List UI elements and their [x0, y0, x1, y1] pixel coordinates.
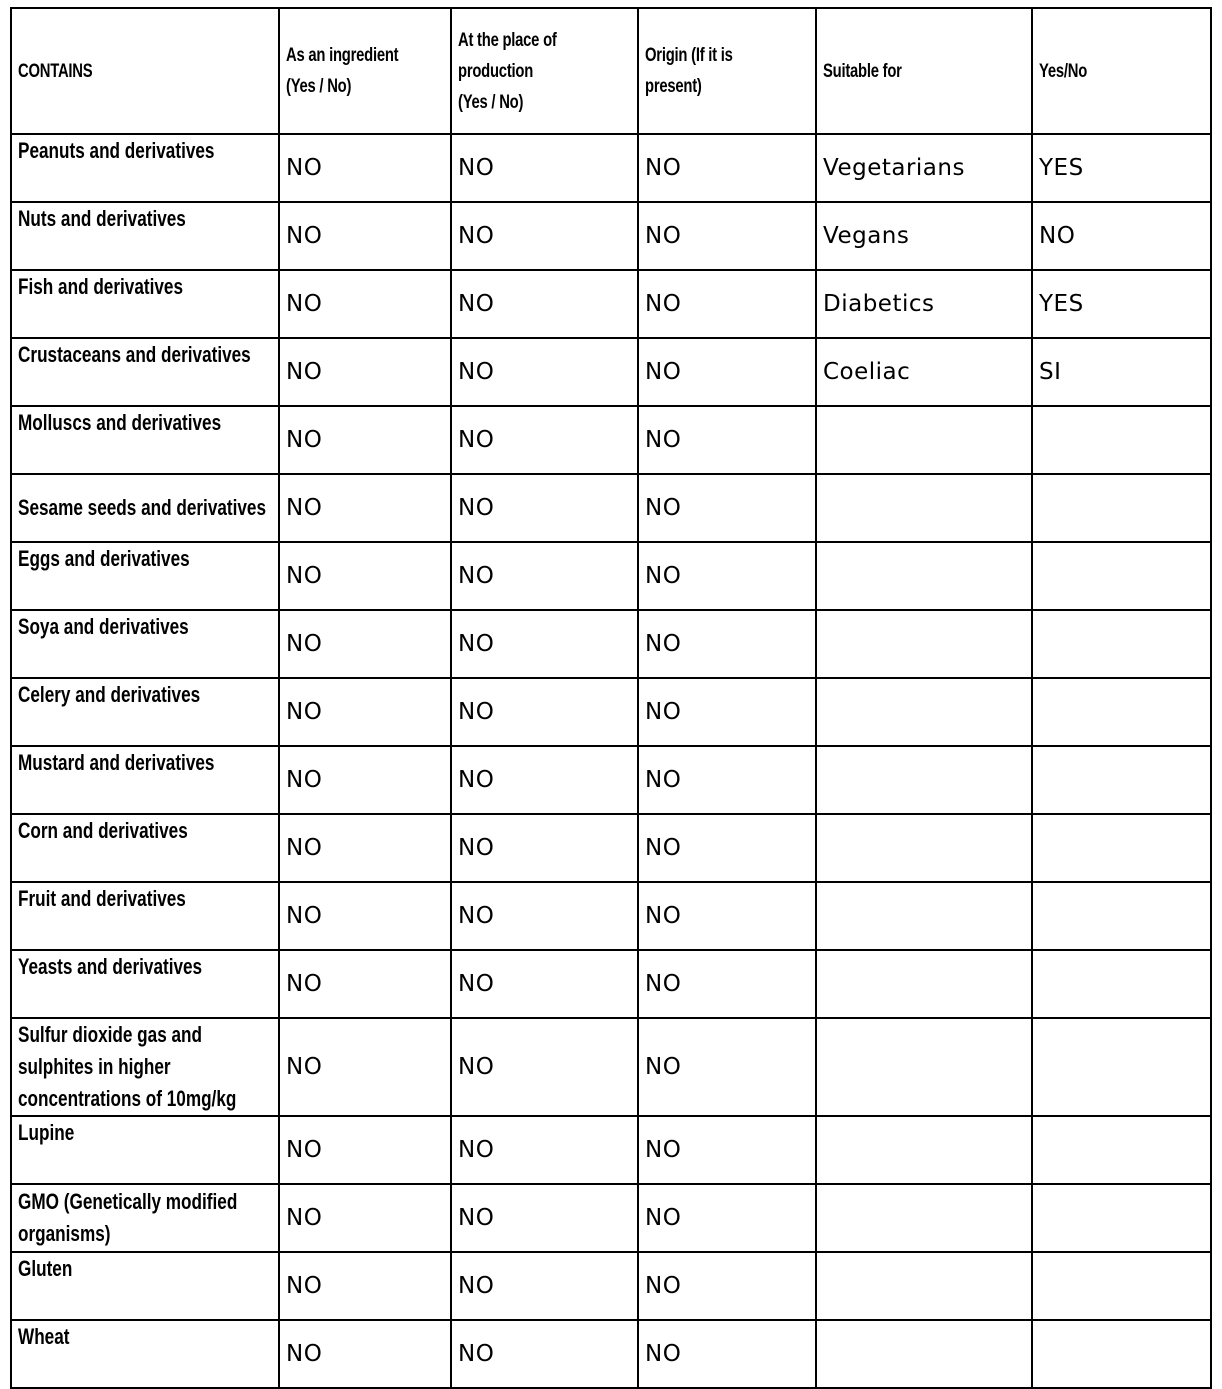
table-row: [11, 202, 1211, 270]
allergen-label: Molluscs and derivatives: [11, 406, 279, 474]
ingredient-value: NO: [279, 134, 451, 202]
table-row: [11, 814, 1211, 882]
suitable-for-value: [816, 678, 1032, 746]
allergen-label: Lupine: [11, 1116, 279, 1184]
suitable-for-value: [816, 474, 1032, 542]
table-row: [11, 1116, 1211, 1184]
table-row: [11, 1320, 1211, 1388]
place-value: NO: [451, 1018, 638, 1116]
place-value: NO: [451, 338, 638, 406]
origin-value: NO: [638, 1184, 816, 1252]
suitable-for-value: [816, 1116, 1032, 1184]
table-row: [11, 1018, 1211, 1116]
table-row: [11, 1252, 1211, 1320]
table-row: [11, 746, 1211, 814]
place-value: NO: [451, 1252, 638, 1320]
origin-value: NO: [638, 1116, 816, 1184]
origin-value: NO: [638, 270, 816, 338]
allergen-label: Eggs and derivatives: [11, 542, 279, 610]
yes-no-value: [1032, 1116, 1211, 1184]
place-value: NO: [451, 406, 638, 474]
place-value: NO: [451, 610, 638, 678]
allergen-label: Crustaceans and derivatives: [11, 338, 279, 406]
yes-no-value: [1032, 678, 1211, 746]
yes-no-value: [1032, 1184, 1211, 1252]
ingredient-value: NO: [279, 1018, 451, 1116]
allergen-table: [10, 7, 1212, 1389]
ingredient-value: NO: [279, 1252, 451, 1320]
header-row: [11, 8, 1211, 134]
ingredient-value: NO: [279, 406, 451, 474]
table-row: [11, 270, 1211, 338]
yes-no-value: [1032, 1018, 1211, 1116]
origin-value: NO: [638, 678, 816, 746]
origin-value: NO: [638, 202, 816, 270]
suitable-for-value: [816, 950, 1032, 1018]
suitable-for-value: [816, 406, 1032, 474]
ingredient-value: NO: [279, 746, 451, 814]
ingredient-value: NO: [279, 678, 451, 746]
allergen-label: Fish and derivatives: [11, 270, 279, 338]
allergen-label: Yeasts and derivatives: [11, 950, 279, 1018]
yes-no-value: [1032, 542, 1211, 610]
ingredient-value: NO: [279, 202, 451, 270]
allergen-label: Peanuts and derivatives: [11, 134, 279, 202]
ingredient-value: NO: [279, 814, 451, 882]
table-row: [11, 406, 1211, 474]
place-value: NO: [451, 1184, 638, 1252]
origin-value: NO: [638, 950, 816, 1018]
table-row: [11, 338, 1211, 406]
ingredient-value: NO: [279, 882, 451, 950]
place-value: NO: [451, 950, 638, 1018]
place-value: NO: [451, 202, 638, 270]
allergen-label: Fruit and derivatives: [11, 882, 279, 950]
table-row: [11, 1184, 1211, 1252]
place-value: NO: [451, 542, 638, 610]
place-value: NO: [451, 1116, 638, 1184]
origin-value: NO: [638, 134, 816, 202]
ingredient-value: NO: [279, 1184, 451, 1252]
ingredient-value: NO: [279, 338, 451, 406]
place-value: NO: [451, 474, 638, 542]
yes-no-value: SI: [1032, 338, 1211, 406]
table-row: [11, 134, 1211, 202]
yes-no-value: [1032, 610, 1211, 678]
suitable-for-value: [816, 1252, 1032, 1320]
suitable-for-value: Coeliac: [816, 338, 1032, 406]
table-row: [11, 678, 1211, 746]
origin-value: NO: [638, 746, 816, 814]
header-ingredient: As an ingredient (Yes / No): [279, 8, 451, 134]
origin-value: NO: [638, 474, 816, 542]
yes-no-value: [1032, 1252, 1211, 1320]
suitable-for-value: [816, 610, 1032, 678]
suitable-for-value: Vegans: [816, 202, 1032, 270]
origin-value: NO: [638, 406, 816, 474]
header-place-of-production: At the place of production (Yes / No): [451, 8, 638, 134]
yes-no-value: NO: [1032, 202, 1211, 270]
suitable-for-value: [816, 746, 1032, 814]
place-value: NO: [451, 134, 638, 202]
table-row: [11, 474, 1211, 542]
ingredient-value: NO: [279, 474, 451, 542]
ingredient-value: NO: [279, 610, 451, 678]
place-value: NO: [451, 746, 638, 814]
table-row: [11, 882, 1211, 950]
allergen-label: GMO (Genetically modified organisms): [11, 1184, 279, 1252]
origin-value: NO: [638, 542, 816, 610]
suitable-for-value: [816, 814, 1032, 882]
suitable-for-value: [816, 882, 1032, 950]
table-row: [11, 610, 1211, 678]
allergen-label: Gluten: [11, 1252, 279, 1320]
allergen-label: Sulfur dioxide gas and sulphites in higher concentrations of 10mg/kg: [11, 1018, 279, 1116]
place-value: NO: [451, 1320, 638, 1388]
yes-no-value: [1032, 882, 1211, 950]
allergen-label: Nuts and derivatives: [11, 202, 279, 270]
yes-no-value: YES: [1032, 134, 1211, 202]
header-yes-no: Yes/No: [1032, 8, 1211, 134]
yes-no-value: [1032, 950, 1211, 1018]
suitable-for-value: Diabetics: [816, 270, 1032, 338]
ingredient-value: NO: [279, 270, 451, 338]
yes-no-value: [1032, 1320, 1211, 1388]
origin-value: NO: [638, 1018, 816, 1116]
suitable-for-value: [816, 1320, 1032, 1388]
suitable-for-value: [816, 1018, 1032, 1116]
origin-value: NO: [638, 338, 816, 406]
place-value: NO: [451, 814, 638, 882]
ingredient-value: NO: [279, 1116, 451, 1184]
origin-value: NO: [638, 814, 816, 882]
yes-no-value: [1032, 746, 1211, 814]
place-value: NO: [451, 882, 638, 950]
header-contains: CONTAINS: [11, 8, 279, 134]
origin-value: NO: [638, 1252, 816, 1320]
table-row: [11, 542, 1211, 610]
allergen-label: Soya and derivatives: [11, 610, 279, 678]
header-suitable-for: Suitable for: [816, 8, 1032, 134]
yes-no-value: [1032, 814, 1211, 882]
allergen-label: Celery and derivatives: [11, 678, 279, 746]
origin-value: NO: [638, 610, 816, 678]
suitable-for-value: [816, 542, 1032, 610]
origin-value: NO: [638, 1320, 816, 1388]
yes-no-value: YES: [1032, 270, 1211, 338]
allergen-label: Sesame seeds and derivatives: [11, 474, 279, 542]
place-value: NO: [451, 678, 638, 746]
suitable-for-value: [816, 1184, 1032, 1252]
ingredient-value: NO: [279, 1320, 451, 1388]
ingredient-value: NO: [279, 950, 451, 1018]
allergen-label: Mustard and derivatives: [11, 746, 279, 814]
allergen-label: Wheat: [11, 1320, 279, 1388]
yes-no-value: [1032, 474, 1211, 542]
ingredient-value: NO: [279, 542, 451, 610]
table-row: [11, 950, 1211, 1018]
origin-value: NO: [638, 882, 816, 950]
place-value: NO: [451, 270, 638, 338]
header-origin: Origin (If it is present): [638, 8, 816, 134]
yes-no-value: [1032, 406, 1211, 474]
allergen-label: Corn and derivatives: [11, 814, 279, 882]
suitable-for-value: Vegetarians: [816, 134, 1032, 202]
